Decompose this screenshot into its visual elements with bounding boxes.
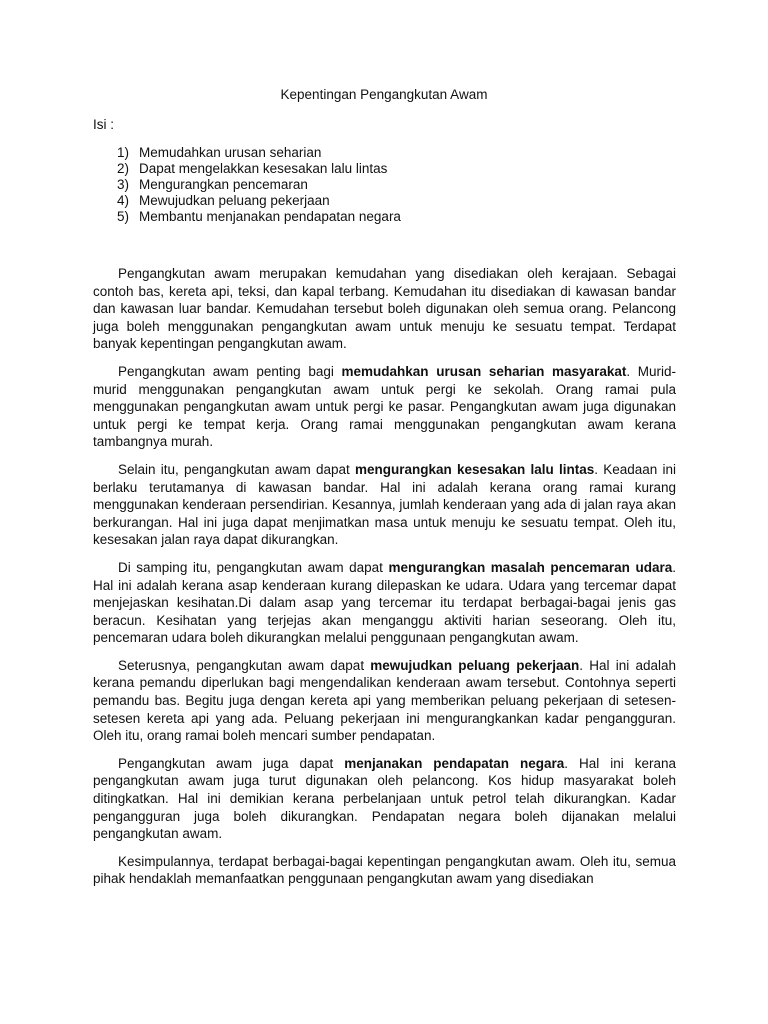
list-item-number: 5) <box>117 209 130 224</box>
list-item-number: 2) <box>117 161 130 176</box>
list-item <box>117 145 401 161</box>
key-point-highlight: menjanakan pendapatan negara <box>344 755 565 771</box>
paragraph-point-1: Pengangkutan awam penting bagi memudahkan urusan seharian masyarakat. Murid-murid menggunakan pengangkutan awam untuk pergi ke sekolah. Orang ramai pula menggunakan pengangkutan awam untuk pergi ke pasar. Pengangkutan awam juga digunakan untuk pergi ke tempat kerja. Orang ramai menggunakan pengangkutan awam kerana tambangnya murah. <box>93 363 676 450</box>
list-item <box>117 209 401 225</box>
paragraph-point-2: Selain itu, pengangkutan awam dapat mengurangkan kesesakan lalu lintas. Keadaan ini berlaku terutamanya di kawasan bandar. Hal ini adalah kerana orang ramai kurang menggunakan kenderaan persendirian. Kesannya, jumlah kenderaan yang ada di jalan raya akan berkurangan. Hal ini juga dapat menjimatkan masa untuk menuju ke sesuatu tempat. Oleh itu, kesesakan jalan raya dapat dikurangkan. <box>93 461 676 548</box>
list-item-number: 4) <box>117 193 130 208</box>
list-item-text: Mewujudkan peluang pekerjaan <box>139 193 330 208</box>
paragraph-point-4: Seterusnya, pengangkutan awam dapat mewujudkan peluang pekerjaan. Hal ini adalah kerana pemandu diperlukan bagi mengendalikan kenderaan awam tersebut. Contohnya seperti pemandu bas. Begitu juga dengan kereta api yang memberikan peluang pekerjaan di setesen-setesen kereta api yang ada. Peluang pekerjaan ini mengurangkankan kadar pengangguran. Oleh itu, orang ramai boleh mencari sumber pendapatan. <box>93 657 677 744</box>
key-point-highlight: mewujudkan peluang pekerjaan <box>370 657 580 673</box>
list-item <box>117 193 401 209</box>
list-item-text: Dapat mengelakkan kesesakan lalu lintas <box>139 161 388 176</box>
list-item-text: Mengurangkan pencemaran <box>139 177 308 192</box>
list-item-text: Membantu menjanakan pendapatan negara <box>139 209 401 224</box>
paragraph-point-5: Pengangkutan awam juga dapat menjanakan pendapatan negara. Hal ini kerana pengangkutan awam juga turut digunakan oleh pelancong. Kos hidup masyarakat boleh ditingkatkan. Hal ini demikian kerana perbelanjaan untuk petrol telah dikurangkan. Kadar pengangguran juga boleh dikurangkan. Pendapatan negara boleh dijanakan melalui pengangkutan awam. <box>93 755 676 842</box>
key-point-highlight: memudahkan urusan seharian masyarakat <box>341 363 627 379</box>
essay-body <box>93 265 676 898</box>
document-title: Kepentingan Pengangkutan Awam <box>280 87 488 102</box>
list-item-number: 3) <box>117 177 130 192</box>
key-point-highlight: mengurangkan masalah pencemaran udara <box>388 559 673 575</box>
paragraph-conclusion: Kesimpulannya, terdapat berbagai-bagai kepentingan pengangkutan awam. Oleh itu, semua pihak hendaklah memanfaatkan penggunaan pengangkutan awam yang disediakan <box>93 853 676 887</box>
list-item-text: Memudahkan urusan seharian <box>139 145 322 160</box>
paragraph-introduction: Pengangkutan awam merupakan kemudahan yang disediakan oleh kerajaan. Sebagai contoh bas, kereta api, teksi, dan kapal terbang. Kemudahan itu disediakan di kawasan bandar dan kawasan luar bandar. Kemudahan tersebut boleh digunakan oleh semua orang. Pelancong juga boleh menggunakan pengangkutan awam untuk menuju ke sesuatu tempat. Terdapat banyak kepentingan pengangkutan awam. <box>93 266 676 352</box>
list-item <box>117 161 401 177</box>
list-item <box>117 177 401 193</box>
contents-label: Isi : <box>93 117 115 132</box>
list-item-number: 1) <box>117 145 130 160</box>
contents-list <box>117 145 401 225</box>
key-point-highlight: mengurangkan kesesakan lalu lintas <box>355 461 595 477</box>
paragraph-point-3: Di samping itu, pengangkutan awam dapat mengurangkan masalah pencemaran udara. Hal ini adalah kerana asap kenderaan kurang dilepaskan ke udara. Udara yang tercemar dapat menjejaskan kesihatan.Di dalam asap yang tercemar itu terdapat berbagai-bagai jenis gas beracun. Kesihatan yang terjejas akan menganggu aktiviti harian seseorang. Oleh itu, pencemaran udara boleh dikurangkan melalui penggunaan pengangkutan awam. <box>93 559 676 646</box>
